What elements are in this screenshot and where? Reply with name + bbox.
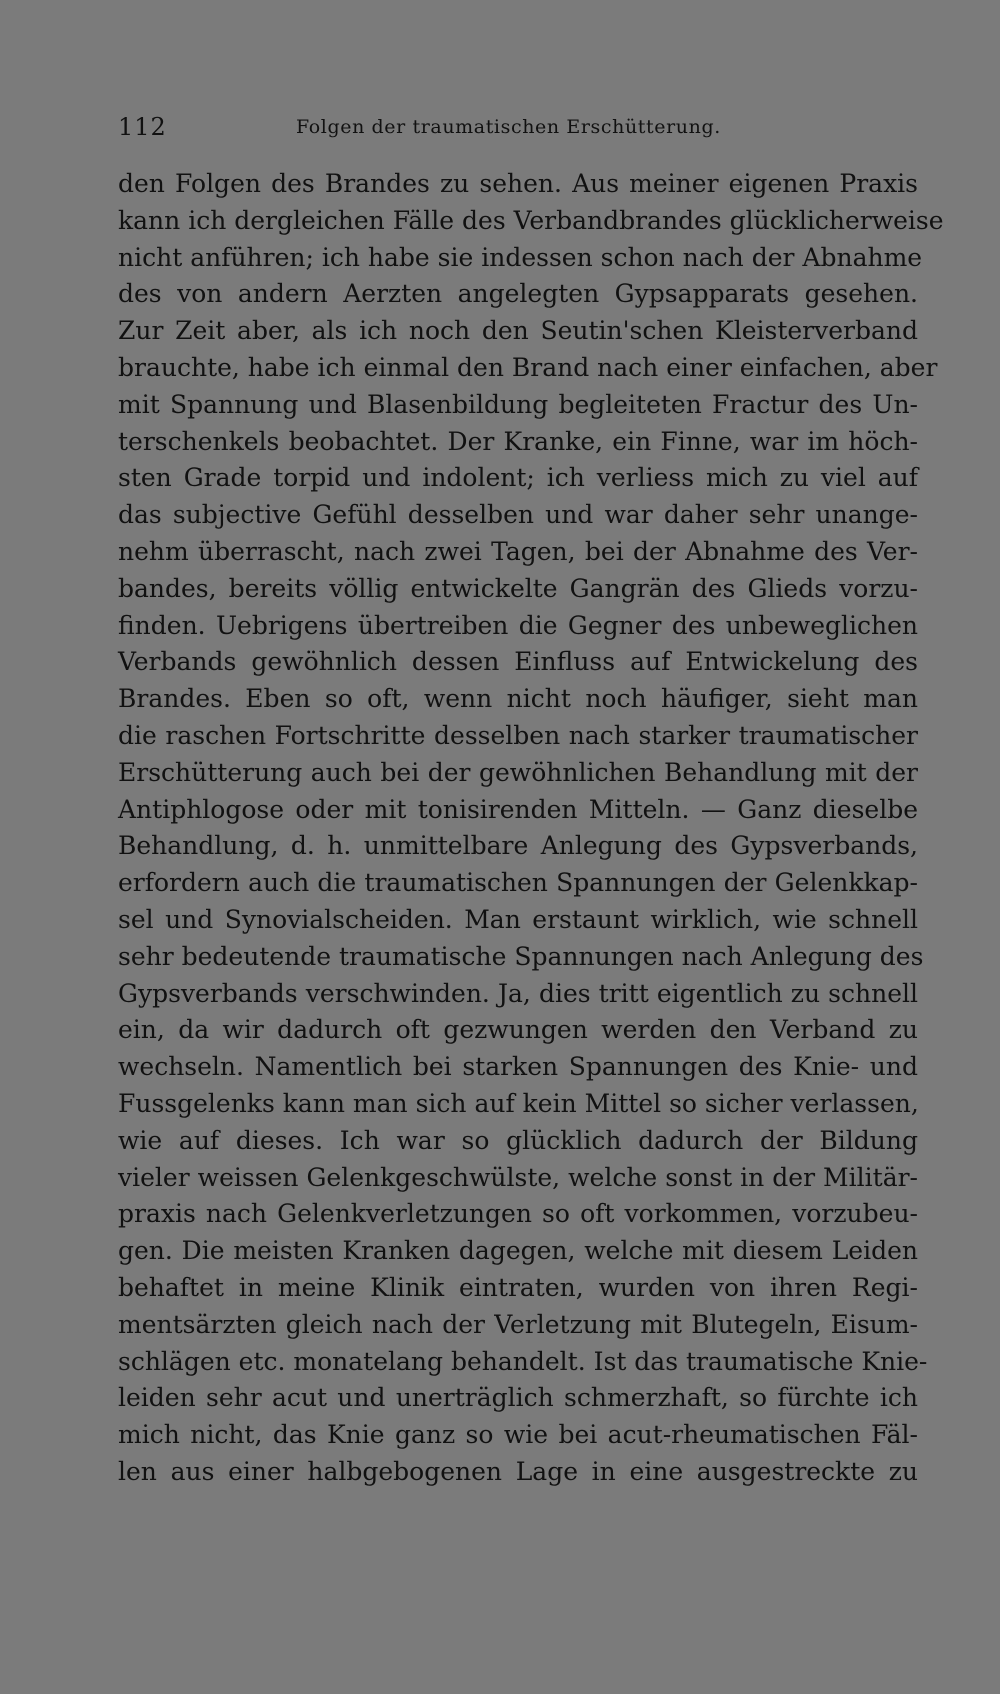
text-line: Fussgelenks kann man sich auf kein Mittel so sicher verlassen, xyxy=(118,1088,919,1118)
text-line: bandes, bereits völlig entwickelte Gangrän des Glieds vorzu- xyxy=(118,573,918,603)
text-line: kann ich dergleichen Fälle des Verbandbrandes glücklicherweise xyxy=(118,205,944,235)
text-line: mentsärzten gleich nach der Verletzung mit Blutegeln, Eisum- xyxy=(118,1309,918,1339)
text-line: praxis nach Gelenkverletzungen so oft vorkommen, vorzubeu- xyxy=(118,1199,918,1229)
text-line: nehm überrascht, nach zwei Tagen, bei der Abnahme des Ver- xyxy=(118,536,918,566)
body-text xyxy=(118,166,944,1491)
text-line: nicht anführen; ich habe sie indessen schon nach der Abnahme xyxy=(118,242,923,272)
text-line: mit Spannung und Blasenbildung begleiteten Fractur des Un- xyxy=(118,389,918,419)
text-line: terschenkels beobachtet. Der Kranke, ein Finne, war im höch- xyxy=(118,426,918,456)
text-line: brauchte, habe ich einmal den Brand nach einer einfachen, aber xyxy=(118,352,938,382)
text-line: Antiphlogose oder mit tonisirenden Mitteln. — Ganz dieselbe xyxy=(118,794,918,824)
text-line: Erschütterung auch bei der gewöhnlichen Behandlung mit der xyxy=(118,757,918,787)
page-header xyxy=(118,110,918,144)
text-line: wie auf dieses. Ich war so glücklich dadurch der Bildung xyxy=(118,1125,918,1155)
text-line: Behandlung, d. h. unmittelbare Anlegung des Gypsverbands, xyxy=(118,831,918,861)
text-line: sel und Synovialscheiden. Man erstaunt wirklich, wie schnell xyxy=(118,904,918,934)
text-line: len aus einer halbgebogenen Lage in eine ausgestreckte zu xyxy=(118,1456,918,1486)
text-line: das subjective Gefühl desselben und war daher sehr unange- xyxy=(118,500,918,530)
text-line: sten Grade torpid und indolent; ich verliess mich zu viel auf xyxy=(118,463,918,493)
text-line: Verbands gewöhnlich dessen Einfluss auf Entwickelung des xyxy=(118,647,918,677)
text-line: leiden sehr acut und unerträglich schmerzhaft, so fürchte ich xyxy=(118,1383,918,1413)
text-line: sehr bedeutende traumatische Spannungen nach Anlegung des xyxy=(118,941,924,971)
text-line: den Folgen des Brandes zu sehen. Aus meiner eigenen Praxis xyxy=(118,169,918,198)
text-line: ein, da wir dadurch oft gezwungen werden den Verband zu xyxy=(118,1015,918,1045)
text-line: des von andern Aerzten angelegten Gypsapparats gesehen. xyxy=(118,279,918,309)
page-number: 112 xyxy=(118,113,167,141)
text-line: vieler weissen Gelenkgeschwülste, welche sonst in der Militär- xyxy=(118,1162,918,1192)
text-line: mich nicht, das Knie ganz so wie bei acut-rheumatischen Fäl- xyxy=(118,1420,918,1450)
text-line: gen. Die meisten Kranken dagegen, welche mit diesem Leiden xyxy=(118,1236,918,1266)
running-title: Folgen der traumatischen Erschütterung. xyxy=(296,116,721,138)
text-line: erfordern auch die traumatischen Spannungen der Gelenkkap- xyxy=(118,868,918,898)
text-line: die raschen Fortschritte desselben nach starker traumatischer xyxy=(118,720,918,750)
text-line: behaftet in meine Klinik eintraten, wurden von ihren Regi- xyxy=(118,1272,918,1302)
text-line: finden. Uebrigens übertreiben die Gegner des unbeweglichen xyxy=(118,610,918,640)
text-line: schlägen etc. monatelang behandelt. Ist das traumatische Knie- xyxy=(118,1346,928,1376)
text-line: Brandes. Eben so oft, wenn nicht noch häufiger, sieht man xyxy=(118,684,918,714)
text-line: wechseln. Namentlich bei starken Spannungen des Knie- und xyxy=(118,1052,918,1082)
text-line: Gypsverbands verschwinden. Ja, dies tritt eigentlich zu schnell xyxy=(118,978,918,1008)
text-line: Zur Zeit aber, als ich noch den Seutin'schen Kleisterverband xyxy=(118,316,918,346)
